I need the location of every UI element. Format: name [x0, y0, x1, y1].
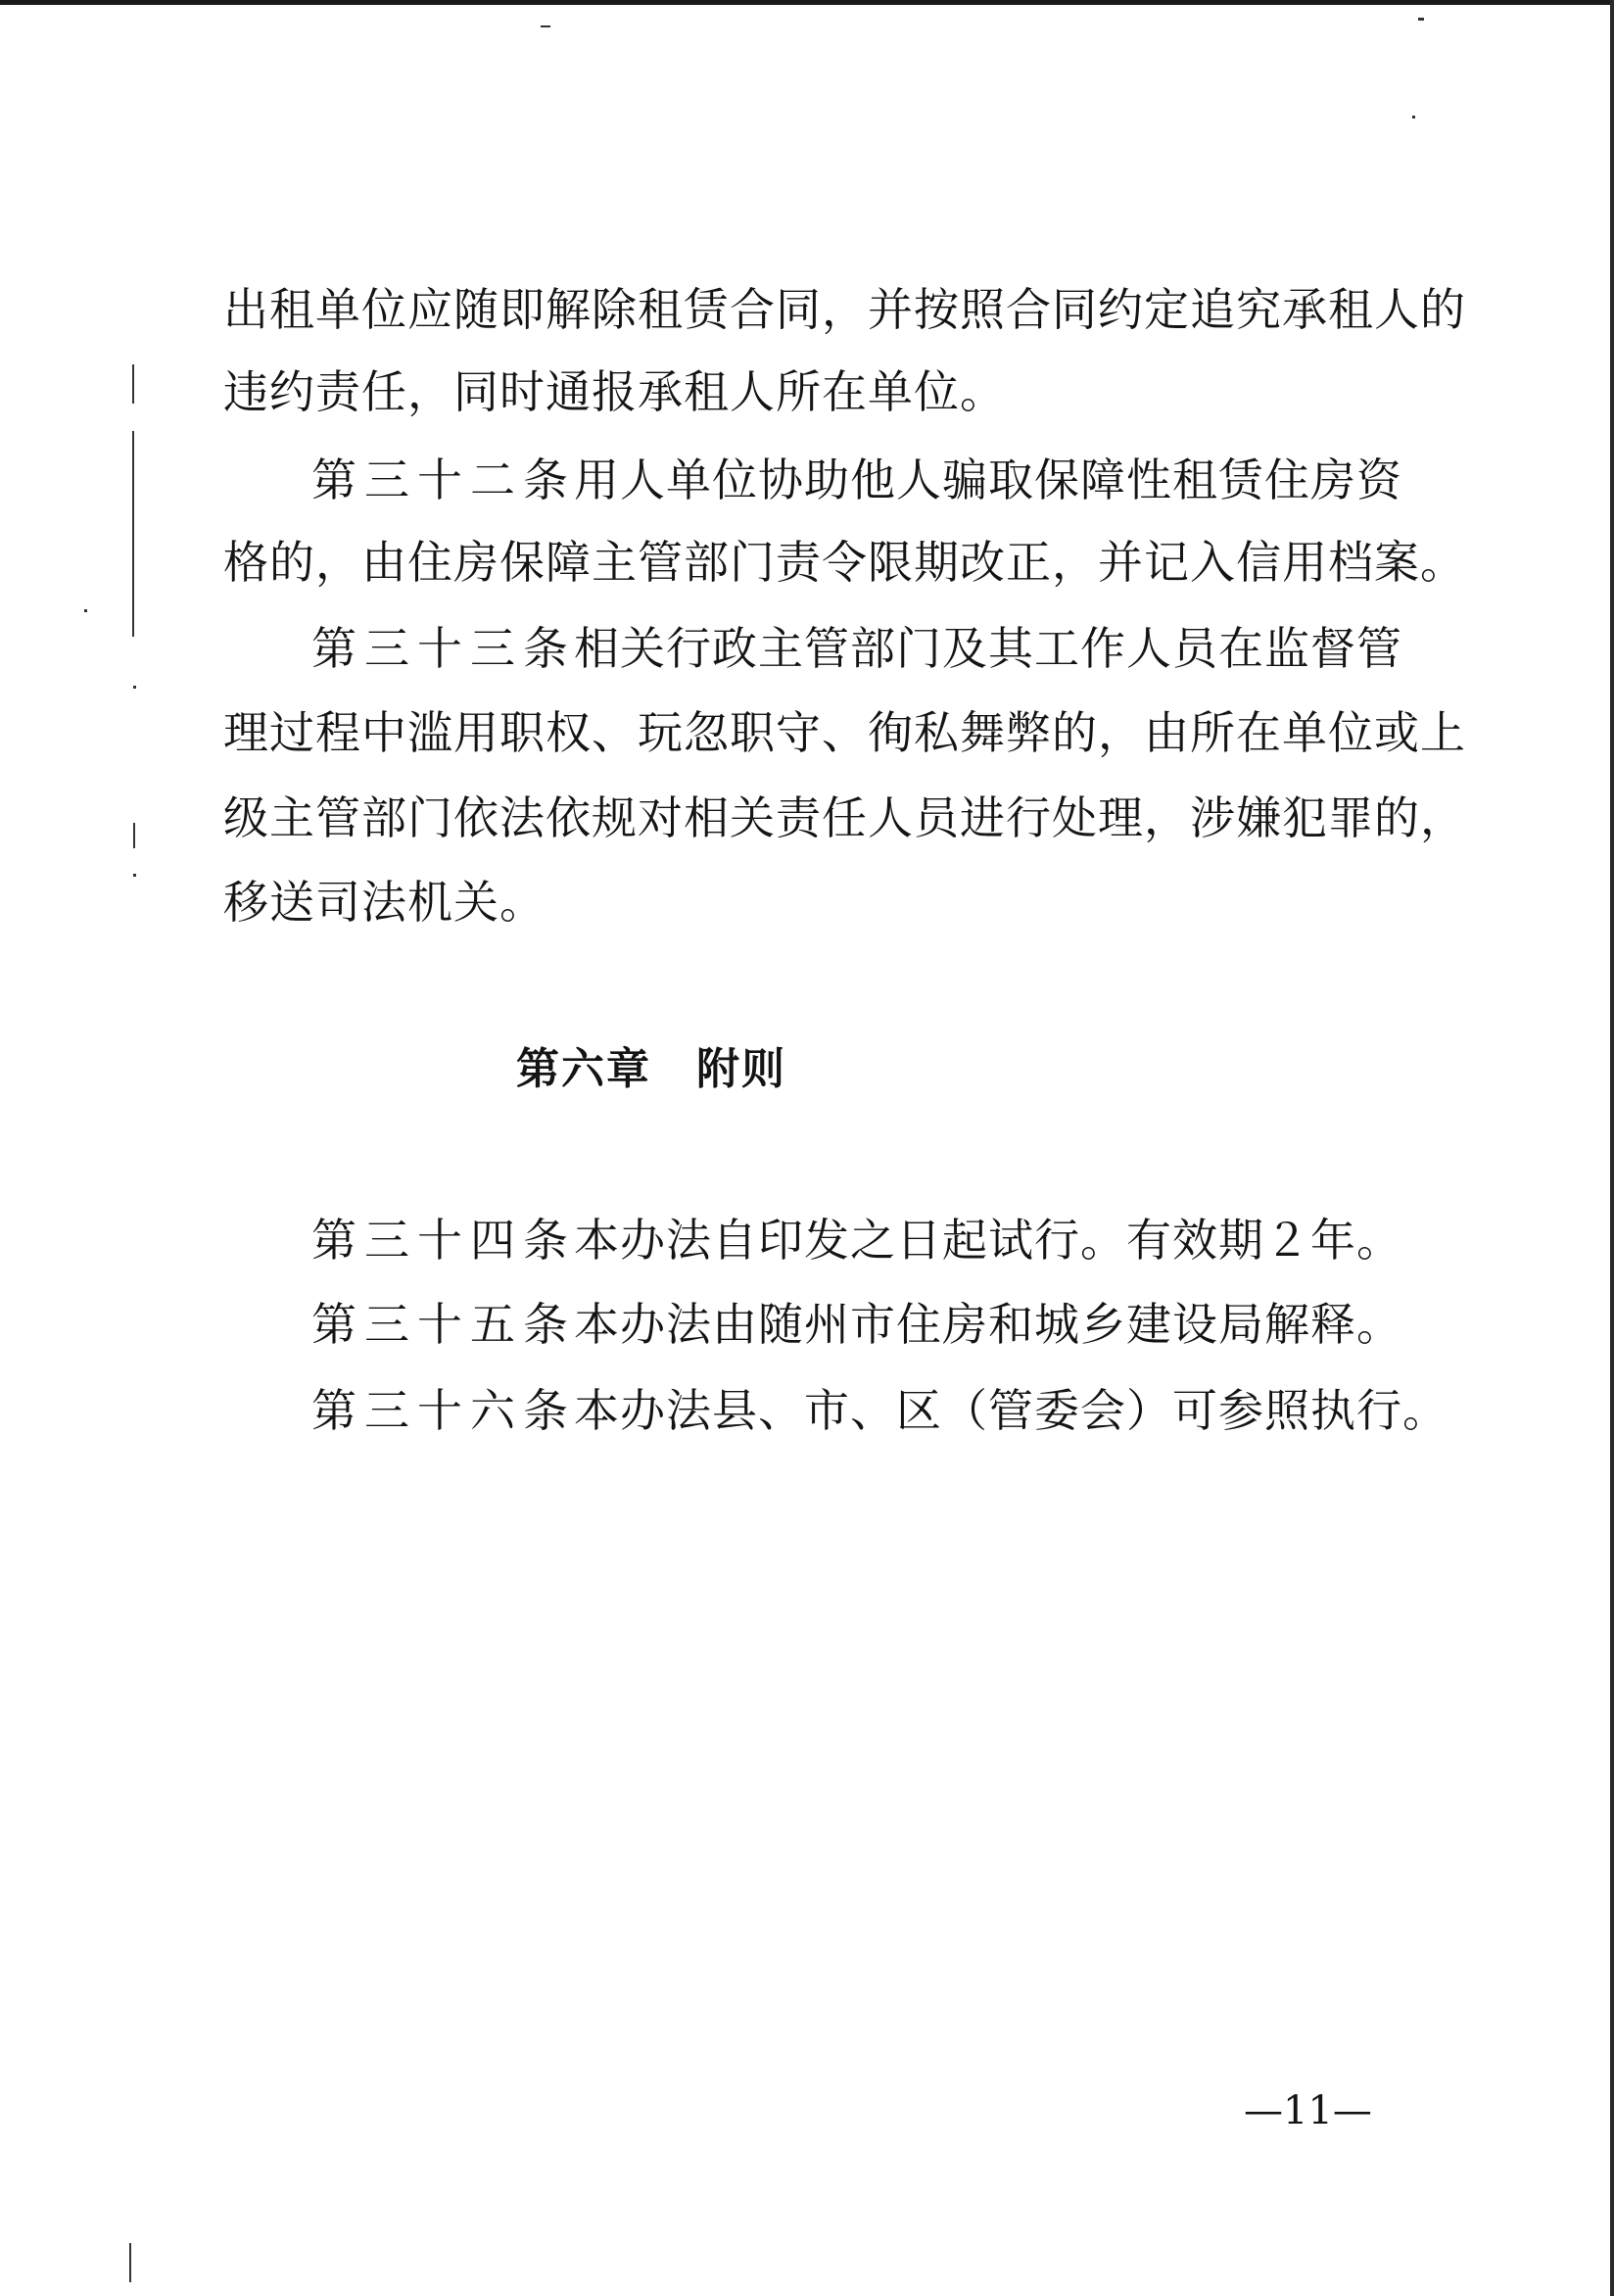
body-line: 违约责任，同时通报承租人所在单位。	[223, 365, 1006, 418]
article-33	[311, 620, 1477, 677]
chapter-heading	[0, 1041, 1303, 1098]
body-line: 级主管部门依法依规对相关责任人员进行处理，涉嫌犯罪的，	[223, 791, 1466, 844]
article-text: 本办法县、市、区（管委会）可参照执行。	[574, 1384, 1448, 1437]
scan-mark	[133, 823, 135, 848]
article-34	[311, 1212, 1477, 1268]
scan-mark	[132, 364, 134, 404]
body-line: 格的，由住房保障主管部门责令限期改正，并记入信用档案。	[223, 536, 1466, 589]
scan-mark	[1412, 116, 1415, 119]
scan-mark	[132, 431, 134, 637]
scan-mark	[1418, 18, 1424, 21]
scan-mark	[84, 609, 87, 612]
article-text: 本办法由随州市住房和城乡建设局解释。	[574, 1298, 1402, 1351]
article-text: 本办法自印发之日起试行。有效期２年。	[574, 1214, 1402, 1267]
body-line: 出租单位应随即解除租赁合同，并按照合同约定追究承租人的	[223, 283, 1466, 336]
article-number: 第三十四条	[311, 1214, 576, 1267]
article-number: 第三十二条	[311, 454, 576, 506]
page-number: —11—	[1244, 2088, 1372, 2133]
scan-mark	[133, 686, 136, 689]
article-35	[311, 1296, 1477, 1353]
article-number: 第三十六条	[311, 1384, 576, 1437]
article-text: 用人单位协助他人骗取保障性租赁住房资	[574, 454, 1402, 506]
chapter-title: 附则	[696, 1044, 786, 1094]
article-32	[311, 452, 1477, 508]
article-36	[311, 1382, 1477, 1439]
scan-edge-top	[0, 0, 1614, 5]
article-number: 第三十五条	[311, 1298, 576, 1351]
chapter-number: 第六章	[516, 1044, 651, 1094]
body-line: 移送司法机关。	[223, 876, 546, 929]
scan-mark	[133, 874, 136, 877]
scan-mark	[541, 25, 550, 27]
scan-mark	[129, 2243, 131, 2282]
article-number: 第三十三条	[311, 622, 576, 675]
article-text: 相关行政主管部门及其工作人员在监督管	[574, 622, 1402, 675]
body-line: 理过程中滥用职权、玩忽职守、徇私舞弊的，由所在单位或上	[223, 706, 1466, 759]
scan-edge-right	[1610, 0, 1614, 2296]
